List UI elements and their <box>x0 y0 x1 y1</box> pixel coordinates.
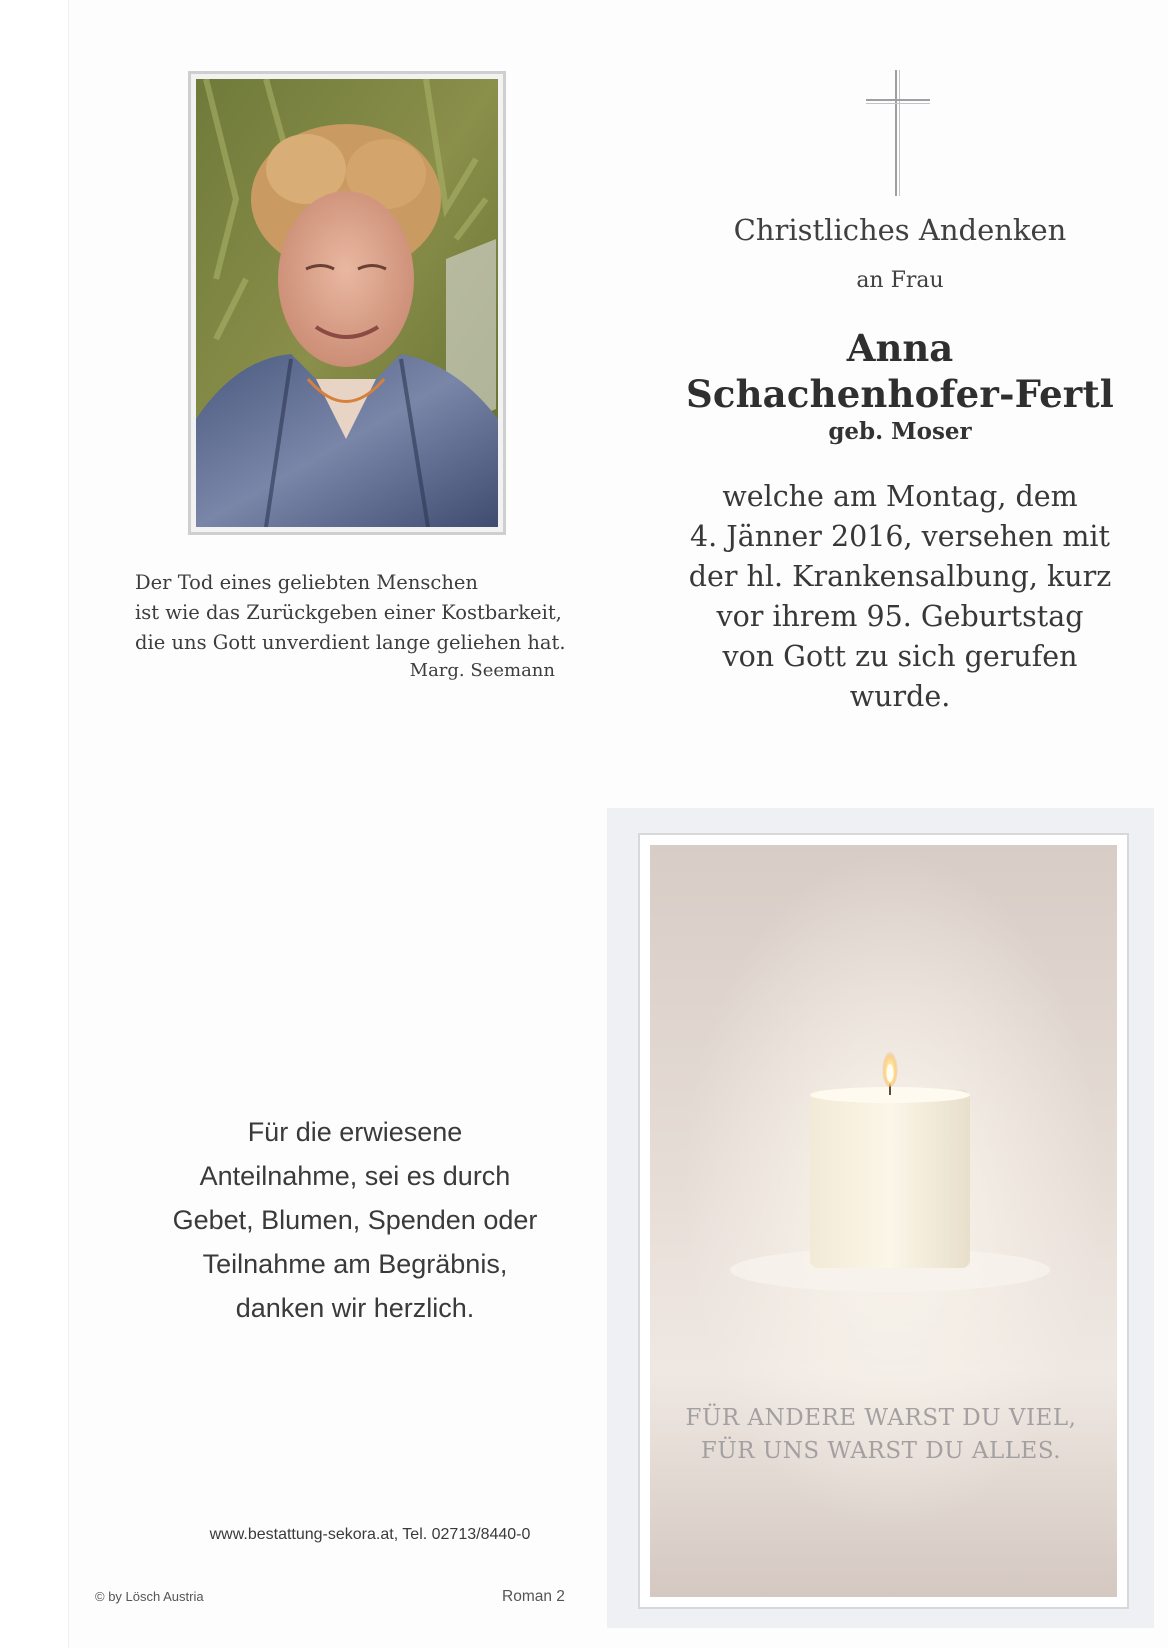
candle-motto <box>651 1402 1111 1468</box>
notice-line: 4. Jänner 2016, versehen mit <box>690 520 1110 553</box>
thanks-line: Für die erwiesene <box>247 1117 463 1147</box>
portrait-photo-image <box>196 79 498 527</box>
candle-image-graphic <box>650 845 1117 1597</box>
thanks-line: danken wir herzlich. <box>235 1293 475 1323</box>
quote-line: Der Tod eines geliebten Menschen <box>135 571 478 594</box>
thank-you-text <box>130 1110 580 1330</box>
card-heading: Christliches Andenken <box>733 213 1067 247</box>
motto-line: FÜR ANDERE WARST DU VIEL, <box>685 1405 1077 1431</box>
quote-author: Marg. Seemann <box>409 660 555 681</box>
portrait-photo <box>188 71 506 535</box>
notice-line: vor ihrem 95. Geburtstag <box>716 600 1084 633</box>
deceased-first-name: Anna <box>846 326 954 370</box>
motto-line: FÜR UNS WARST DU ALLES. <box>700 1438 1062 1464</box>
memorial-quote <box>135 568 566 686</box>
quote-line: die uns Gott unverdient lange geliehen hat. <box>135 631 566 654</box>
copyright-note: © by Lösch Austria <box>95 1589 204 1604</box>
notice-line: von Gott zu sich gerufen <box>722 640 1078 673</box>
thanks-line: Teilnahme am Begräbnis, <box>202 1249 508 1279</box>
quote-line: ist wie das Zurückgeben einer Kostbarkeit, <box>135 601 562 624</box>
deceased-birth-name: geb. Moser <box>828 418 972 445</box>
candle-image <box>638 833 1129 1609</box>
candle-card <box>607 808 1154 1628</box>
death-notice <box>680 477 1120 717</box>
thanks-line: Gebet, Blumen, Spenden oder <box>172 1205 538 1235</box>
notice-line: der hl. Krankensalbung, kurz <box>688 560 1112 593</box>
notice-line: wurde. <box>849 680 951 713</box>
card-model-name: Roman 2 <box>502 1588 565 1605</box>
thanks-line: Anteilnahme, sei es durch <box>199 1161 511 1191</box>
salutation: an Frau <box>856 268 944 293</box>
funeral-home-contact: www.bestattung-sekora.at, Tel. 02713/8440-0 <box>209 1526 531 1543</box>
deceased-last-name: Schachenhofer-Fertl <box>685 372 1115 416</box>
cross-icon <box>866 70 930 196</box>
notice-line: welche am Montag, dem <box>722 480 1078 513</box>
